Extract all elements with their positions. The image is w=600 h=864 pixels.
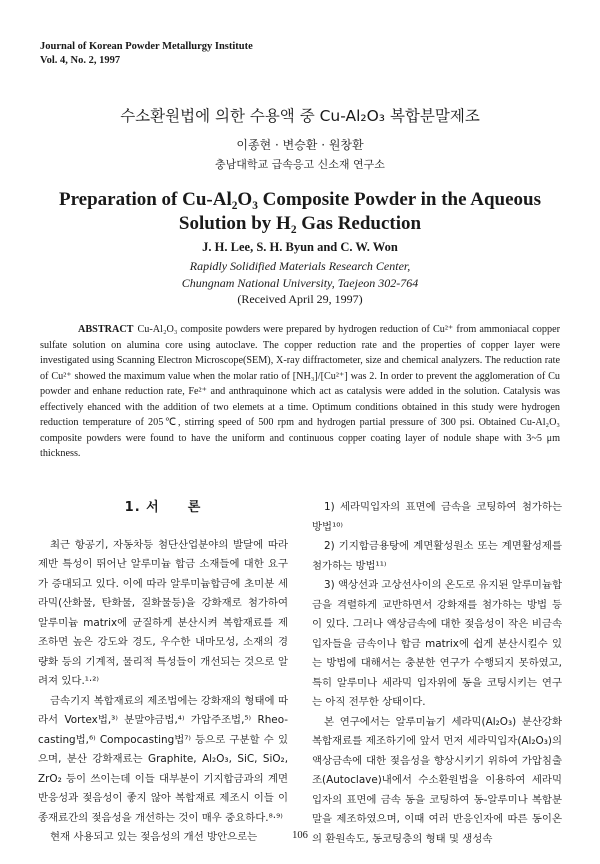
page-number: 106: [292, 830, 308, 841]
english-authors: J. H. Lee, S. H. Byun and C. W. Won: [202, 240, 398, 254]
abstract-text: Cu-Al₂O₃ composite powders were prepared by hydrogen reduction of Cu²⁺ from ammoniacal copper sulfate solution on alumina core using autoclave. The copper reduction rate and the properties of copper layer were investigated using Scanning Electron Microscope(SEM), X-ray diffractometer, size and chemical analyzers. The reduction rate of Cu²⁺ showed the maximum value when the molar ratio of [NH₃]/[Cu²⁺] was 2. In order to prevent the agglomeration of Cu powder and enhane reduction rate, Fe²⁺ and anthraquinone which act as catalysis were added in the solution. Catalysis was effectively ehanced with the addition of two elemets at a time. Optimum conditions obtained in this study were hydrogen reduction temperature of 205℃, stirring speed of 500 rpm and hydrogen partial pressure of 300 psi. Obtained Cu-Al₂O₃ composite powders were found to have the uniform and continuous copper coating layer of nodule shape with 3~5 μm thickness.: [40, 324, 560, 459]
journal-name: Journal of Korean Powder Metallurgy Institute: [40, 41, 253, 52]
abstract: [40, 322, 560, 462]
received-date: (Received April 29, 1997): [237, 292, 363, 306]
paragraph: 3) 액상선과 고상선사이의 온도로 유지된 알루미늄합금을 격렬하게 교반하면서 강화재를 첨가하는 방법 등이 있다. 그러나 액상금속에 대한 젖음성이 작은 비금속입자들을 금속이나 합금 matrix에 쉽게 분산시킬수 있는 방법에 대해서는 충분한 연구가 수행되지 못하였고, 특히 알루미나 세라믹 입자위에 동을 코팅시키는 연구는 아직 전무한 상태이다.: [312, 579, 562, 708]
journal-header: [40, 40, 253, 68]
korean-title: 수소환원법에 의한 수용액 중 Cu-Al₂O₃ 복합분말제조: [120, 107, 480, 125]
korean-affiliation: 충남대학교 급속응고 신소재 연구소: [215, 158, 385, 171]
english-affiliation-line2: Chungnam National University, Taejeon 302-764: [181, 276, 419, 290]
korean-authors: 이종현 · 변승환 · 원창환: [236, 138, 364, 152]
abstract-label: ABSTRACT: [78, 324, 134, 335]
paragraph: 1) 세라믹입자의 표면에 금속을 코팅하여 첨가하는 방법¹⁰⁾: [312, 501, 562, 533]
paragraph: 최근 항공기, 자동차등 첨단산업분야의 발달에 따라 제반 특성이 뛰어난 알루미늄 합금 소재들에 대한 요구가 증대되고 있다. 이에 따라 알루미늄합금에 초미분 세라믹(산화물, 탄화물, 질화물등)을 강화재로 첨가하여 알루미늄 matrix에 균질하게 분산시켜 복합재료를 제조하면 높은 강도와 경도, 우수한 내마모성, 소재의 경량화 등의 기계적, 물리적 특성들이 개선되는 것으로 알려져 있다.¹·²⁾: [38, 538, 288, 687]
english-affiliation: [0, 258, 600, 292]
english-affiliation-line1: Rapidly Solidified Materials Research Center,: [189, 259, 411, 273]
paragraph: 금속기지 복합재료의 제조법에는 강화재의 형태에 따라서 Vortex법,³⁾ 분말야금법,⁴⁾ 가압주조법,⁵⁾ Rheo-casting법,⁶⁾ Compocasting법⁷⁾ 등으로 구분할 수 있으며, 분산 강화재료는 Graphite, Al₂O₃, SiC, SiO₂, ZrO₂ 등이 쓰이는데 이들 대부분이 기지합금과의 계면반응성과 젖음성이 좋지 않아 복합재료 제조시 이들 이종재료간의 젖음성을 개선하는 것이 매우 중요하다.⁸·⁹⁾: [38, 694, 288, 824]
journal-volume: Vol. 4, No. 2, 1997: [40, 55, 121, 66]
paragraph: 현재 사용되고 있는 젖음성의 개선 방안으로는: [50, 831, 258, 843]
section-heading: 1. 서 론: [124, 500, 202, 515]
body-column-right: [312, 498, 562, 849]
body-column-left: [38, 498, 288, 848]
paragraph: 본 연구에서는 알루미늄기 세라믹(Al₂O₃) 분산강화 복합재료를 제조하기에 앞서 먼저 세라믹입자(Al₂O₃)의 액상금속에 대한 젖음성을 향상시키기 위하여 가압침출조(Autoclave)내에서 수소환원법을 이용하여 세라믹입자의 표면에 금속 동을 코팅하여 동-알루미나 복합분말을 제조하였으며, 이때 여러 반응인자에 따른 동이온의 환원속도, 동코팅층의 형태 및 생성속: [312, 715, 562, 845]
english-title-line1: Preparation of Cu-Al₂O₃ Composite Powder in the Aqueous: [58, 189, 541, 210]
english-title-line2: Solution by H₂ Gas Reduction: [178, 213, 422, 234]
paragraph: 2) 기지합금용탕에 계면활성원소 또는 계면활성제를 첨가하는 방법¹¹⁾: [312, 540, 562, 572]
english-title: [0, 188, 600, 236]
